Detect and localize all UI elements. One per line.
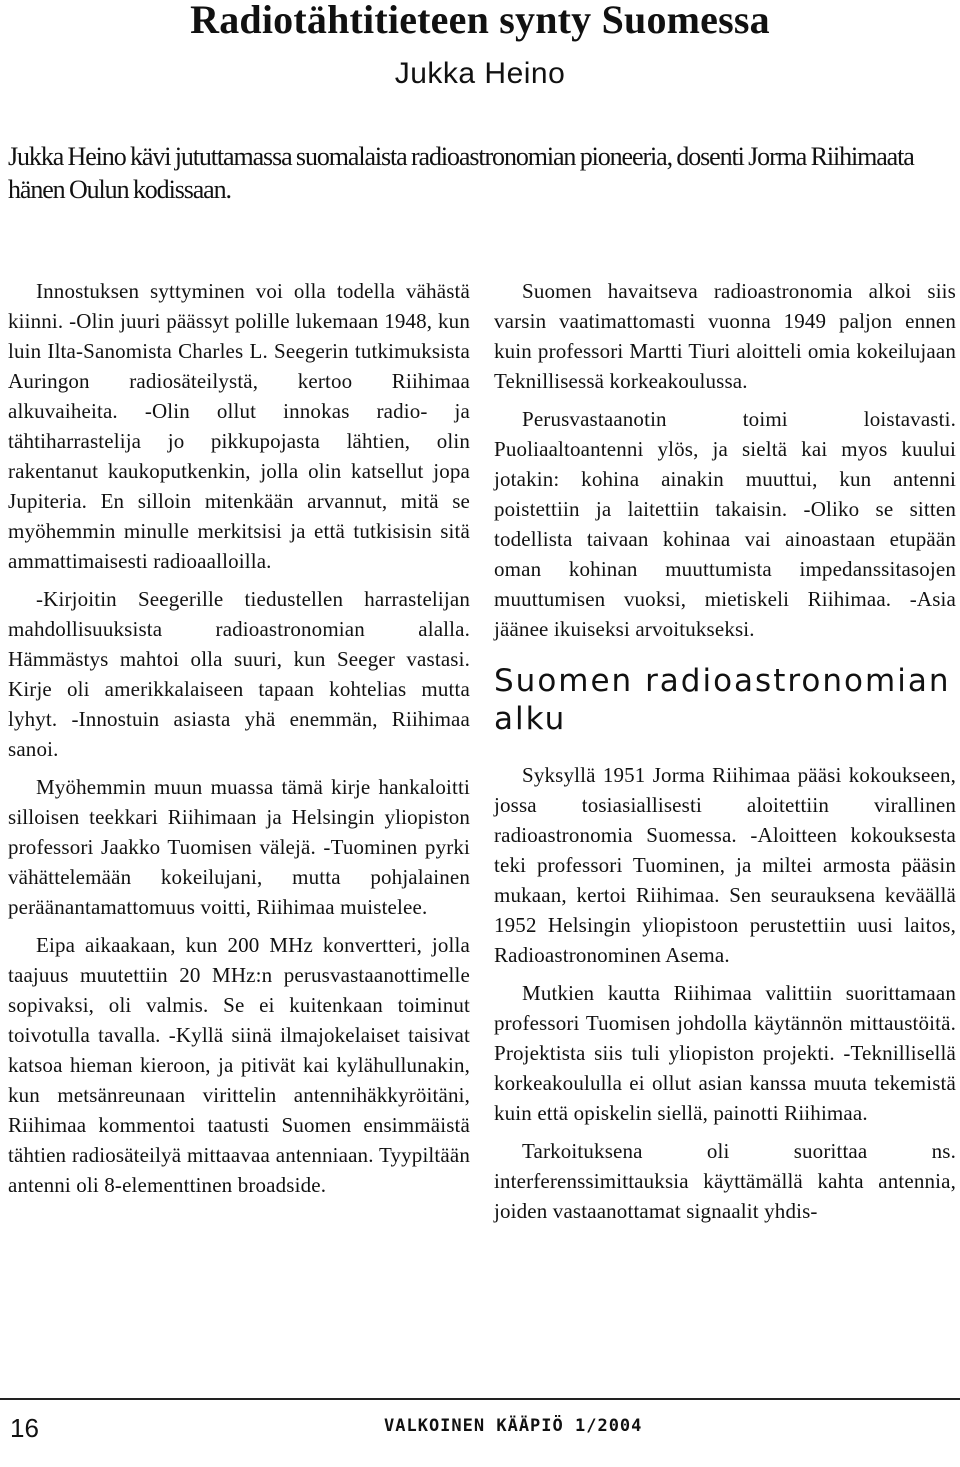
article-author: Jukka Heino (394, 57, 566, 90)
body-paragraph: Perusvastaanotin toimi loistavasti. Puoliaaltoantenni ylös, ja sieltä kai myos kuului jotakin: kohina ainakin muuttui, kun antenni poistettiin ja laitettiin takaisin. -Oliko se sitten todellista taivaan kohinaa vai ainoastaan etupään oman kohinan muuttumista impedanssitasojen muuttumisen vuoksi, mietiskeli Riihimaa. -Asia jäänee ikuiseksi arvoitukseksi. (494, 407, 956, 641)
body-paragraph: Eipa aikaakaan, kun 200 MHz konvertteri, jolla taajuus muutettiin 20 MHz:n perusvastaanottimelle sopivaksi, oli valmis. Se ei kuitenkaan toiminut toivotulla tavalla. -Kyllä siinä ilmajokelaiset taisivat katsoa hieman kieroon, ja pitivät kai kylähullunakin, kun metsänreunaan virittelin antennihäkkyröitäni, Riihimaa kommentoi taatusti Suomen ensimmäistä tähtien radiosäteilyä mittaavaa antenniaan. Tyypiltään antenni oli 8-elementtinen broadside. (8, 933, 470, 1197)
right-column (494, 276, 956, 1234)
article-intro: Jukka Heino kävi jututtamassa suomalaista radioastronomian pioneeria, dosenti Jorma Riihimaata hänen Oulun kodissaan. (8, 142, 914, 204)
body-paragraph: Tarkoituksena oli suorittaa ns. interferenssimittauksia käyttämällä kahta antennia, joiden vastaanottamat signaalit yhdis- (494, 1139, 956, 1223)
body-paragraph: Syksyllä 1951 Jorma Riihimaa pääsi kokoukseen, jossa tosiasiallisesti aloitettiin virallinen radioastronomia Suomessa. -Aloitteen kokouksesta teki professori Tuominen, ja miltei armosta pääsin mukaan, kertoi Riihimaa. Sen seurauksena keväällä 1952 Helsingin yliopistoon perustettiin uusi laitos, Radioastronominen Asema. (494, 763, 956, 967)
publication-name: VALKOINEN KÄÄPIÖ 1/2004 (384, 1416, 643, 1436)
section-heading: Suomen radioastronomian alku (494, 663, 951, 737)
body-paragraph: Mutkien kautta Riihimaa valittiin suorittamaan professori Tuomisen johdolla käytännön mittaustöitä. Projektista siis tuli yliopiston projekti. -Teknillisellä korkeakoululla ei ollut asian kanssa muuta tekemistä kuin että opiskelin siellä, painotti Riihimaa. (494, 981, 956, 1125)
left-column (8, 276, 470, 1208)
body-paragraph: Innostuksen syttyminen voi olla todella vähästä kiinni. -Olin juuri päässyt polille lukemaan 1948, kun luin Ilta-Sanomista Charles L. Seegerin tutkimuksista Auringon radiosäteilystä, kertoo Riihimaa alkuvaiheita. -Olin ollut innokas radio- ja tähtiharrastelija jo pikkupojasta lähtien, olin rakentanut kaukoputkenkin, jolla olin katsellut jopa Jupiteria. En silloin mitenkään arvannut, mitä se myöhemmin minulle merkitsisi ja että tutkisisin sitä ammattimaisesti radioaalloilla. (8, 279, 470, 573)
article-title: Radiotähtitieteen synty Suomessa (190, 0, 770, 42)
footer-rule (0, 1398, 960, 1400)
body-paragraph: Suomen havaitseva radioastronomia alkoi siis varsin vaatimattomasti vuonna 1949 paljon ennen kuin professori Martti Tiuri aloitteli omia kokeilujaan Teknillisessä korkeakoulussa. (494, 279, 956, 393)
body-paragraph: Myöhemmin muun muassa tämä kirje hankaloitti silloisen teekkari Riihimaan ja Helsingin yliopiston professori Jaakko Tuomisen välejä. -Tuominen pyrki vähättelemään kokeilujani, mutta pohjalainen peräänantamattomuus voitti, Riihimaa muistelee. (8, 775, 470, 919)
body-paragraph: -Kirjoitin Seegerille tiedustellen harrastelijan mahdollisuuksista radioastronomian alalla. Hämmästys mahtoi olla suuri, kun Seeger vastasi. Kirje oli amerikkalaiseen tapaan kohtelias mutta lyhyt. -Innostuin asiasta yhä enemmän, Riihimaa sanoi. (8, 587, 470, 761)
page-number: 16 (10, 1413, 39, 1443)
